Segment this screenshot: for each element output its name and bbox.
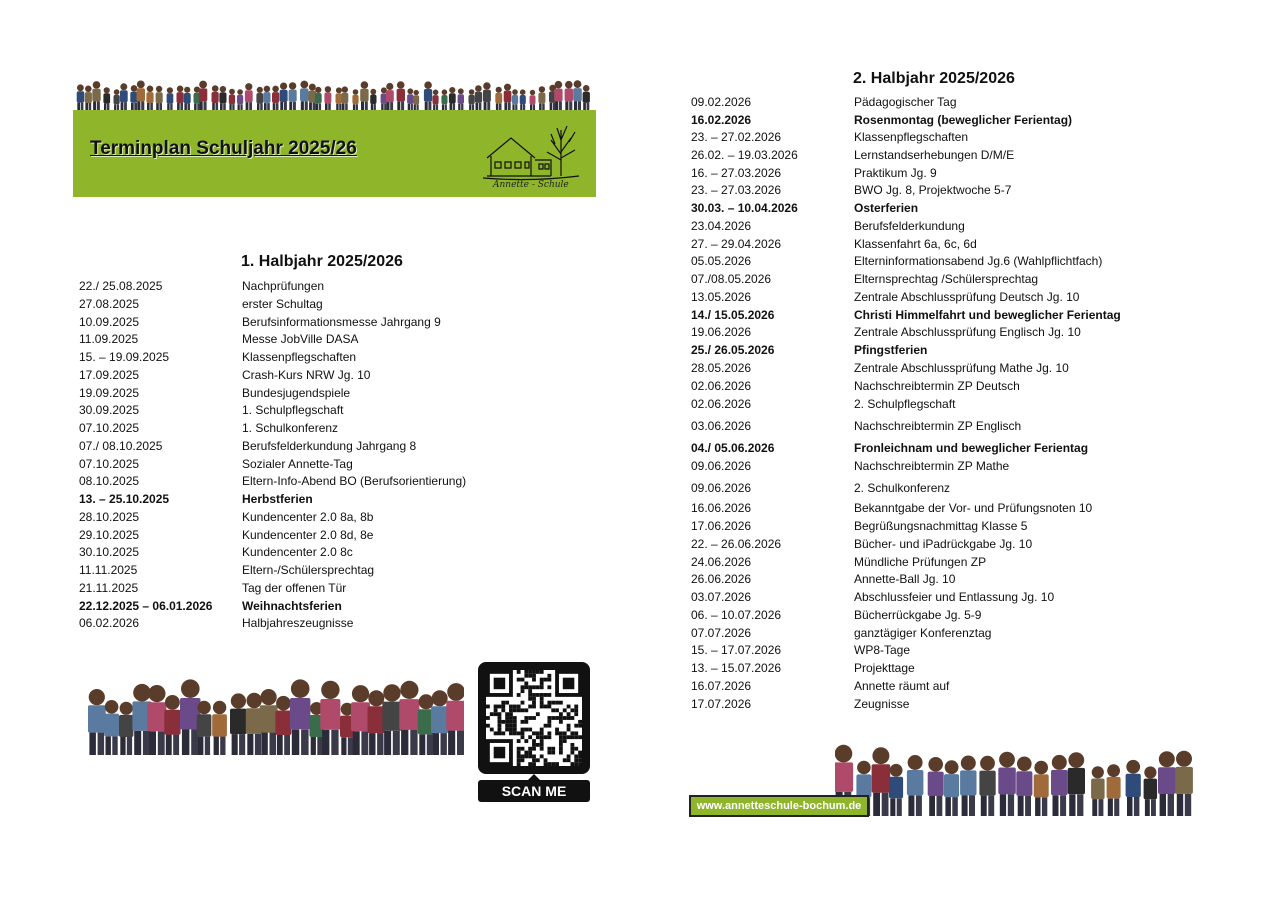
row-date: 13. – 25.10.2025 — [79, 492, 170, 506]
row-event: WP8-Tage — [854, 643, 911, 657]
row-event: Praktikum Jg. 9 — [854, 166, 937, 180]
row-event: Annette räumt auf — [854, 679, 950, 693]
page-title: Terminplan Schuljahr 2025/26 — [90, 138, 357, 159]
row-date: 16. – 27.03.2026 — [691, 166, 782, 180]
row-event: Berufsfelderkundung Jahrgang 8 — [242, 439, 417, 453]
row-event: Bücherrückgabe Jg. 5-9 — [854, 608, 982, 622]
row-event: Klassenpflegschaften — [242, 350, 357, 364]
second-half-list — [691, 94, 1171, 719]
row-event: Weihnachtsferien — [242, 599, 342, 613]
crowd-photo-top — [76, 72, 591, 112]
row-date: 15. – 19.09.2025 — [79, 350, 170, 364]
row-date: 17.07.2026 — [691, 697, 752, 711]
row-date: 26.02. – 19.03.2026 — [691, 148, 798, 162]
row-date: 09.06.2026 — [691, 459, 752, 473]
row-date: 30.03. – 10.04.2026 — [691, 201, 798, 215]
row-event: Pfingstferien — [854, 343, 928, 357]
row-event: Osterferien — [854, 201, 919, 215]
row-event: Begrüßungsnachmittag Klasse 5 — [854, 519, 1028, 533]
title-banner — [73, 110, 596, 197]
row-date: 03.07.2026 — [691, 590, 752, 604]
row-event: ganztägiger Konferenztag — [854, 626, 992, 640]
row-date: 09.06.2026 — [691, 481, 752, 495]
row-date: 16.02.2026 — [691, 113, 752, 127]
row-event: Kundencenter 2.0 8a, 8b — [242, 510, 374, 524]
row-date: 17.06.2026 — [691, 519, 752, 533]
row-event: Christi Himmelfahrt und beweglicher Ferientag — [854, 308, 1121, 322]
row-date: 22.12.2025 – 06.01.2026 — [79, 599, 213, 613]
first-half-heading: 1. Halbjahr 2025/2026 — [241, 253, 403, 270]
row-date: 07.07.2026 — [691, 626, 752, 640]
row-event: Bekanntgabe der Vor- und Prüfungsnoten 10 — [854, 501, 1093, 515]
row-event: 2. Schulpflegschaft — [854, 397, 956, 411]
row-date: 29.10.2025 — [79, 528, 140, 542]
row-date: 23. – 27.03.2026 — [691, 183, 782, 197]
row-event: Berufsinformationsmesse Jahrgang 9 — [242, 315, 441, 329]
row-event: Kundencenter 2.0 8d, 8e — [242, 528, 374, 542]
row-event: Abschlussfeier und Entlassung Jg. 10 — [854, 590, 1055, 604]
row-date: 11.09.2025 — [79, 332, 139, 346]
row-event: Nachschreibtermin ZP Englisch — [854, 419, 1022, 433]
row-event: Bundesjugendspiele — [242, 386, 351, 400]
row-event: Zentrale Abschlussprüfung Mathe Jg. 10 — [854, 361, 1069, 375]
row-event: Nachschreibtermin ZP Mathe — [854, 459, 1010, 473]
row-date: 07.10.2025 — [79, 421, 140, 435]
crowd-photo-running — [88, 660, 464, 755]
row-event: BWO Jg. 8, Projektwoche 5-7 — [854, 183, 1012, 197]
row-date: 28.10.2025 — [79, 510, 140, 524]
row-event: Bücher- und iPadrückgabe Jg. 10 — [854, 537, 1033, 551]
row-event: Nachprüfungen — [242, 279, 325, 293]
row-event: Berufsfelderkundung — [854, 219, 965, 233]
row-date: 30.10.2025 — [79, 545, 140, 559]
qr-code-icon — [486, 670, 582, 766]
row-event: Elternsprechtag /Schülersprechtag — [854, 272, 1039, 286]
row-event: Kundencenter 2.0 8c — [242, 545, 353, 559]
row-event: Crash-Kurs NRW Jg. 10 — [242, 368, 371, 382]
crowd-photo-walking — [835, 726, 1195, 816]
row-date: 02.06.2026 — [691, 397, 752, 411]
row-date: 23. – 27.02.2026 — [691, 130, 782, 144]
row-event: Tag der offenen Tür — [242, 581, 347, 595]
row-event: Messe JobVille DASA — [242, 332, 359, 346]
website-link-box[interactable] — [689, 795, 869, 817]
second-half-heading: 2. Halbjahr 2025/2026 — [853, 70, 1015, 87]
website-url[interactable]: www.annetteschule-bochum.de — [696, 800, 862, 812]
row-date: 13.05.2026 — [691, 290, 752, 304]
school-logo-text: Annette - Schule — [493, 180, 569, 190]
row-event: Zentrale Abschlussprüfung Deutsch Jg. 10 — [854, 290, 1080, 304]
row-date: 27. – 29.04.2026 — [691, 237, 782, 251]
row-date: 24.06.2026 — [691, 555, 752, 569]
row-date: 08.10.2025 — [79, 474, 140, 488]
row-event: Lernstandserhebungen D/M/E — [854, 148, 1015, 162]
row-date: 22./ 25.08.2025 — [79, 279, 163, 293]
row-event: Pädagogischer Tag — [854, 95, 957, 109]
row-date: 07.10.2025 — [79, 457, 140, 471]
row-date: 30.09.2025 — [79, 403, 140, 417]
row-event: 1. Schulkonferenz — [242, 421, 339, 435]
row-event: erster Schultag — [242, 297, 323, 311]
scan-me-label: SCAN ME — [501, 783, 567, 799]
row-event: 1. Schulpflegschaft — [242, 403, 344, 417]
row-event: Elterninformationsabend Jg.6 (Wahlpflichtfach) — [854, 254, 1103, 268]
row-date: 10.09.2025 — [79, 315, 140, 329]
row-date: 07./08.05.2026 — [691, 272, 772, 286]
row-event: Mündliche Prüfungen ZP — [854, 555, 987, 569]
row-date: 21.11.2025 — [79, 581, 139, 595]
row-date: 28.05.2026 — [691, 361, 752, 375]
scan-me-badge — [478, 780, 590, 802]
row-event: 2. Schulkonferenz — [854, 481, 951, 495]
row-date: 02.06.2026 — [691, 379, 752, 393]
row-event: Fronleichnam und beweglicher Ferientag — [854, 441, 1089, 455]
row-date: 17.09.2025 — [79, 368, 140, 382]
row-event: Rosenmontag (beweglicher Ferientag) — [854, 113, 1073, 127]
qr-code[interactable] — [478, 662, 590, 774]
row-event: Klassenpflegschaften — [854, 130, 969, 144]
row-date: 06. – 10.07.2026 — [691, 608, 782, 622]
row-date: 04./ 05.06.2026 — [691, 441, 775, 455]
row-date: 27.08.2025 — [79, 297, 140, 311]
row-date: 25./ 26.05.2026 — [691, 343, 775, 357]
first-half-list — [79, 278, 499, 638]
row-event: Herbstferien — [242, 492, 313, 506]
row-event: Eltern-/Schülersprechtag — [242, 563, 375, 577]
row-event: Eltern-Info-Abend BO (Berufsorientierung) — [242, 474, 467, 488]
row-event: Klassenfahrt 6a, 6c, 6d — [854, 237, 977, 251]
row-event: Halbjahreszeugnisse — [242, 616, 354, 630]
row-date: 07./ 08.10.2025 — [79, 439, 163, 453]
row-date: 23.04.2026 — [691, 219, 752, 233]
row-date: 14./ 15.05.2026 — [691, 308, 775, 322]
row-event: Projekttage — [854, 661, 915, 675]
row-date: 19.09.2025 — [79, 386, 140, 400]
row-date: 16.06.2026 — [691, 501, 752, 515]
row-date: 06.02.2026 — [79, 616, 140, 630]
row-date: 13. – 15.07.2026 — [691, 661, 782, 675]
row-date: 26.06.2026 — [691, 572, 752, 586]
row-date: 11.11.2025 — [79, 563, 138, 577]
row-event: Nachschreibtermin ZP Deutsch — [854, 379, 1020, 393]
row-date: 16.07.2026 — [691, 679, 752, 693]
row-date: 09.02.2026 — [691, 95, 752, 109]
row-date: 03.06.2026 — [691, 419, 752, 433]
row-event: Sozialer Annette-Tag — [242, 457, 353, 471]
row-date: 19.06.2026 — [691, 325, 752, 339]
row-event: Zeugnisse — [854, 697, 910, 711]
row-date: 15. – 17.07.2026 — [691, 643, 782, 657]
row-event: Zentrale Abschlussprüfung Englisch Jg. 10 — [854, 325, 1081, 339]
row-event: Annette-Ball Jg. 10 — [854, 572, 956, 586]
row-date: 22. – 26.06.2026 — [691, 537, 782, 551]
row-date: 05.05.2026 — [691, 254, 752, 268]
